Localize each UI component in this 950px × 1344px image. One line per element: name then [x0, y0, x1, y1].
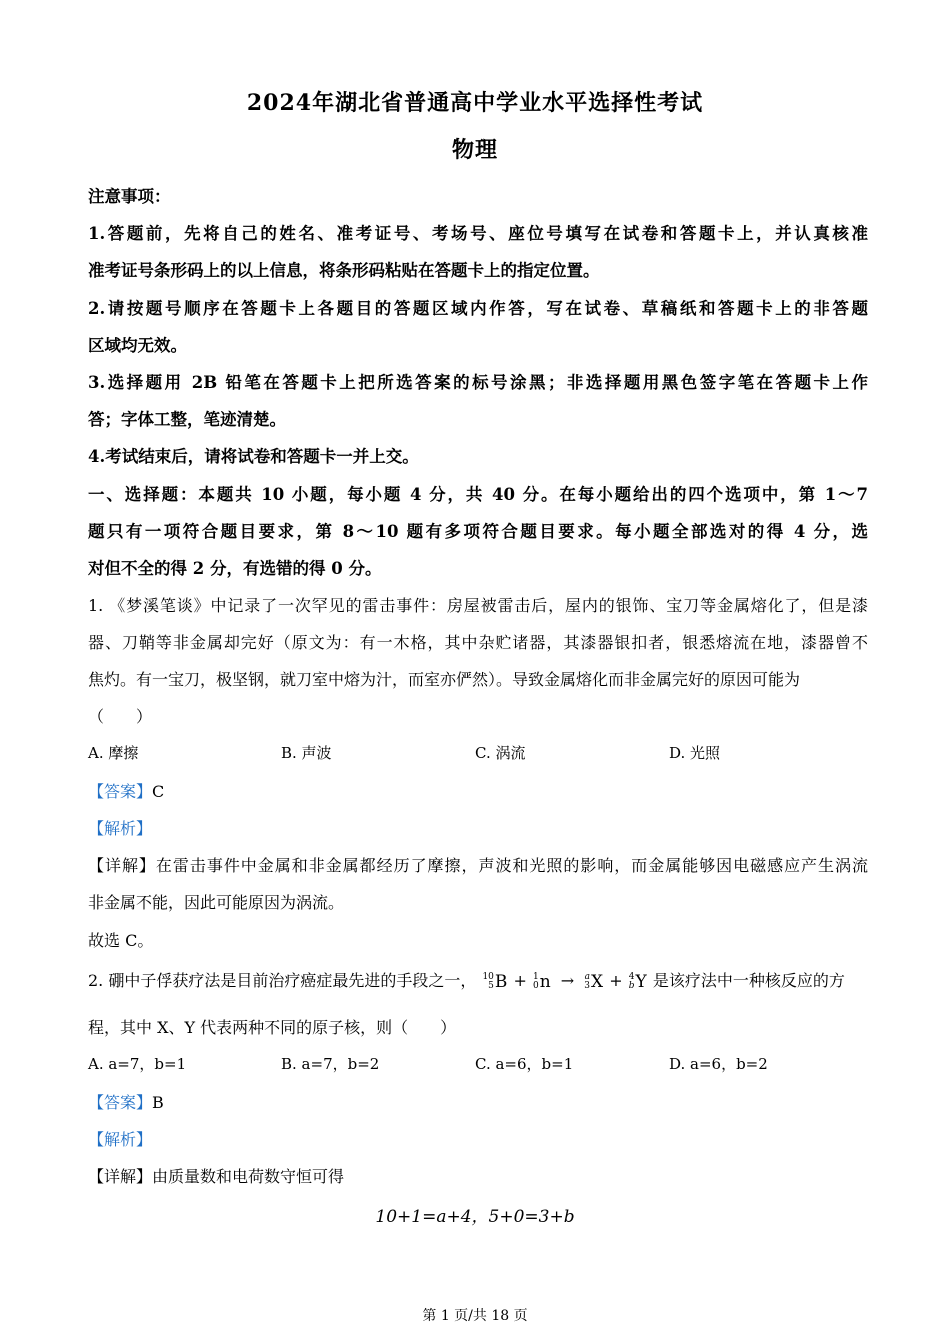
detail-tag: 【详解】 — [88, 856, 156, 875]
detail-tag: 【详解】 — [88, 1167, 153, 1186]
q1-option-b: B. 声波 — [281, 744, 332, 762]
nuclide-neutron-mass: 1 — [533, 971, 539, 982]
notice-item-3-line-2: 答；字体工整，笔迹清楚。 — [88, 410, 286, 429]
q1-option-c: C. 涡流 — [475, 744, 526, 762]
nuclide-y-charge: b — [628, 980, 635, 991]
plus-sign: + — [513, 971, 527, 990]
section-line-1: 一、选择题：本题共 10 小题，每小题 4 分，共 40 分。在每小题给出的四个选项中，第 1～7 — [88, 485, 868, 504]
answer-tag: 【答案】 — [88, 782, 153, 801]
nuclide-y — [629, 972, 647, 992]
answer-value: B — [152, 1093, 164, 1112]
q1-line-1: 1. 《梦溪笔谈》中记录了一次罕见的雷击事件：房屋被雷击后，屋内的银饰、宝刀等金属熔化了，但是漆 — [88, 596, 868, 615]
q2-line-1 — [88, 968, 868, 992]
nuclide-x-symbol: X — [591, 971, 604, 992]
q1-line-2: 器、刀鞘等非金属却完好（原文为：有一木格，其中杂贮诸器，其漆器银扣者，银悉熔流在地，漆器曾不 — [88, 633, 868, 652]
q2-line-2: 程，其中 X、Y 代表两种不同的原子核，则（ ） — [88, 1018, 457, 1037]
q2-option-c: C. a=6，b=1 — [475, 1055, 574, 1073]
notice-item-4: 4.考试结束后，请将试卷和答题卡一并上交。 — [88, 447, 419, 466]
q1-line-4: （ ） — [88, 707, 153, 726]
plus-sign-2: + — [609, 971, 623, 990]
nuclide-boron-charge: 5 — [488, 980, 494, 991]
nuclide-y-mass: 4 — [628, 971, 635, 982]
q1-option-d: D. 光照 — [669, 744, 721, 762]
answer-tag: 【答案】 — [88, 1093, 153, 1112]
detail-text: 由质量数和电荷数守恒可得 — [152, 1167, 345, 1186]
nuclide-boron-mass: 10 — [482, 971, 494, 982]
nuclide-neutron-charge: 0 — [533, 980, 539, 991]
nuclide-neutron-symbol: n — [539, 971, 551, 992]
q1-analysis-tag: 【解析】 — [88, 819, 153, 838]
nuclide-y-symbol: Y — [635, 971, 647, 992]
notice-item-2-line-2: 区域均无效。 — [88, 336, 187, 355]
q1-detail-line-2: 非金属不能，因此可能原因为涡流。 — [88, 893, 345, 912]
q1-line-3: 焦灼。有一宝刀，极坚钢，就刀室中熔为汁，而室亦俨然）。导致金属熔化而非金属完好的原因可能为 — [88, 670, 801, 689]
nuclide-boron-symbol: B — [494, 971, 508, 992]
nuclide-x-charge: 3 — [584, 980, 591, 991]
q2-option-d: D. a=6，b=2 — [669, 1055, 768, 1073]
exam-title: 2024年湖北省普通高中学业水平选择性考试 — [246, 90, 704, 116]
section-line-3: 对但不全的得 2 分，有选错的得 0 分。 — [88, 559, 382, 578]
nuclide-x-mass: a — [584, 971, 591, 982]
reaction-arrow: → — [560, 971, 575, 990]
q2-option-a: A. a=7，b=1 — [88, 1055, 187, 1073]
q2-equation: 10+1=a+4，5+0=3+b — [375, 1207, 575, 1227]
q1-answer — [88, 779, 868, 802]
notice-item-2-line-1: 2.请按题号顺序在答题卡上各题目的答题区域内作答，写在试卷、草稿纸和答题卡上的非答题 — [88, 299, 868, 318]
q1-option-a: A. 摩擦 — [88, 744, 139, 762]
q1-conclusion: 故选 C。 — [88, 931, 154, 950]
section-line-2: 题只有一项符合题目要求，第 8～10 题有多项符合题目要求。每小题全部选对的得 4 分，选 — [88, 522, 868, 541]
q2-intro: 2. 硼中子俘获疗法是目前治疗癌症最先进的手段之一， — [88, 971, 477, 990]
page-number: 第 1 页/共 18 页 — [422, 1308, 528, 1324]
nuclide-x — [584, 972, 603, 992]
q2-detail — [88, 1164, 868, 1187]
answer-value: C — [152, 782, 165, 801]
notice-item-1-line-2: 准考证号条形码上的以上信息，将条形码粘贴在答题卡上的指定位置。 — [88, 261, 600, 280]
q2-intro-end: 是该疗法中一种核反应的方 — [652, 971, 845, 990]
notice-item-1-line-1: 1.答题前，先将自己的姓名、准考证号、考场号、座位号填写在试卷和答题卡上，并认真核准 — [88, 224, 868, 243]
nuclide-boron — [482, 972, 507, 992]
nuclide-neutron — [533, 972, 551, 992]
notice-item-3-line-1: 3.选择题用 2B 铅笔在答题卡上把所选答案的标号涂黑；非选择题用黑色签字笔在答题卡上作 — [88, 373, 868, 392]
detail-text: 在雷击事件中金属和非金属都经历了摩擦，声波和光照的影响，而金属能够因电磁感应产生涡流 — [155, 856, 868, 875]
q1-detail-line-1 — [88, 853, 868, 876]
q2-analysis-tag: 【解析】 — [88, 1130, 153, 1149]
q2-option-b: B. a=7，b=2 — [281, 1055, 380, 1073]
q2-answer — [88, 1090, 868, 1113]
notice-heading: 注意事项： — [88, 187, 171, 206]
exam-subject: 物理 — [451, 137, 498, 163]
